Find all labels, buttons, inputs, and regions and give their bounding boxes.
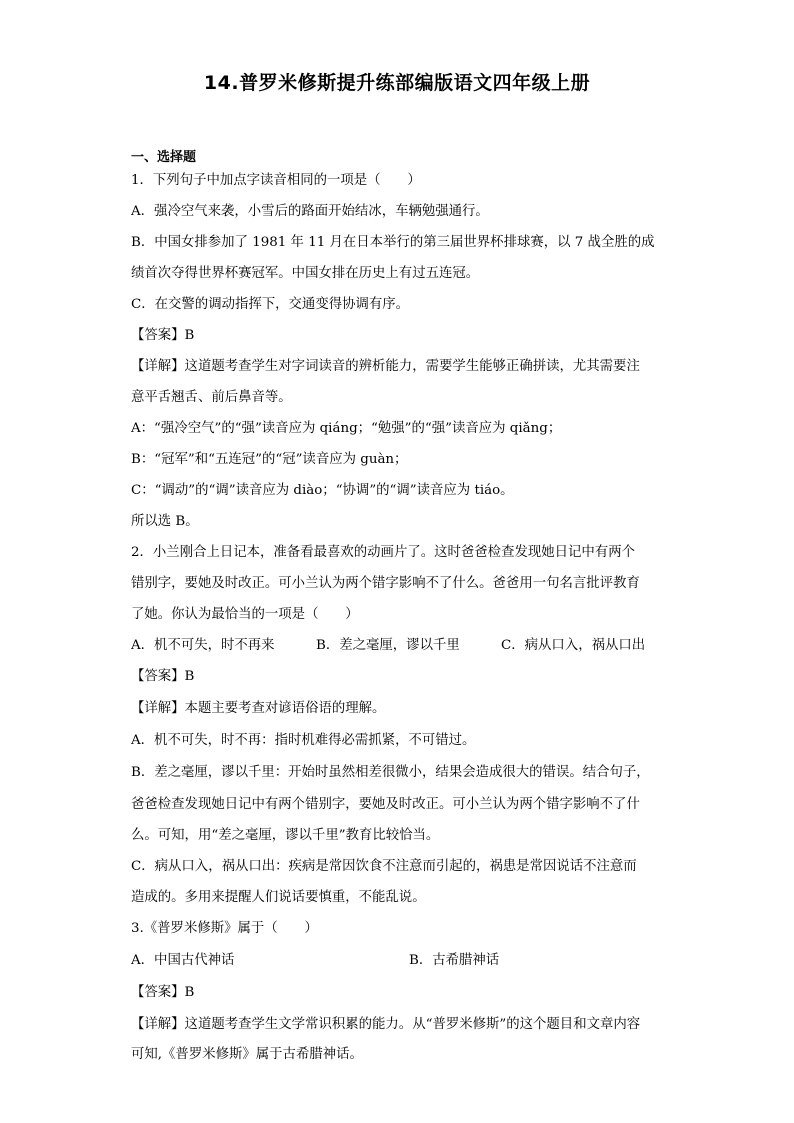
question-2-explanation-line3: B．差之毫厘，谬以千里：开始时虽然相差很微小，结果会造成很大的错误。结合句子， — [131, 765, 650, 780]
question-3-answer: 【答案】B — [131, 985, 195, 1000]
question-1-explanation-line2: 意平舌翘舌、前后鼻音等。 — [131, 390, 292, 405]
question-3-option-a: A．中国古代神话 — [131, 953, 235, 968]
question-2-option-c: C．病从口入，祸从口出 — [501, 638, 646, 653]
question-3-explanation-line1: 【详解】这道题考查学生文学常识积累的能力。从“普罗米修斯”的这个题目和文章内容 — [131, 1017, 641, 1032]
question-1-option-b-line2: 绩首次夺得世界杯赛冠军。中国女排在历史上有过五连冠。 — [131, 266, 480, 281]
question-1-explanation-line5: C：“调动”的“调”读音应为 diào；“协调”的“调”读音应为 tiáo。 — [131, 483, 514, 498]
question-2-answer: 【答案】B — [131, 669, 195, 684]
question-2-options — [131, 637, 671, 655]
question-1-option-b-line1: B．中国女排参加了 1981 年 11 月在日本举行的第三届世界杯排球赛，以 7 战全胜的成 — [131, 235, 655, 250]
question-1-explanation-line1: 【详解】这道题考查学生对字词读音的辨析能力，需要学生能够正确拼读，尤其需要注 — [131, 359, 640, 374]
question-1-explanation-line6: 所以选 B。 — [131, 514, 199, 529]
question-3-options — [131, 952, 671, 970]
section-heading: 一、选择题 — [131, 150, 197, 165]
question-2-stem-line3: 了她。你认为最恰当的一项是（ ） — [131, 607, 359, 622]
question-2-stem-line1: 2．小兰刚合上日记本，准备看最喜欢的动画片了。这时爸爸检查发现她日记中有两个 — [131, 545, 635, 560]
question-2-stem-line2: 错别字，要她及时改正。可小兰认为两个错字影响不了什么。爸爸用一句名言批评教育 — [131, 576, 640, 591]
question-3-stem: 3.《普罗米修斯》属于（ ） — [131, 921, 318, 936]
question-2-explanation-line6: C．病从口入，祸从口出：疾病是常因饮食不注意而引起的，祸患是常因说话不注意而 — [131, 859, 637, 874]
question-3-explanation-line2: 可知,《普罗米修斯》属于古希腊神话。 — [131, 1047, 363, 1062]
question-1-answer: 【答案】B — [131, 328, 195, 343]
question-1-option-c: C．在交警的调动指挥下，交通变得协调有序。 — [131, 297, 410, 312]
question-1-stem: 1．下列句子中加点字读音相同的一项是（ ） — [131, 173, 421, 188]
question-2-explanation-line4: 爸爸检查发现她日记中有两个错别字，要她及时改正。可小兰认为两个错字影响不了什 — [131, 797, 640, 812]
question-1-option-a: A．强冷空气来袭，小雪后的路面开始结冰，车辆勉强通行。 — [131, 204, 489, 219]
page-title: 14.普罗米修斯提升练部编版语文四年级上册 — [203, 72, 591, 94]
question-3-option-b: B．古希腊神话 — [409, 953, 500, 968]
question-2-explanation-line5: 么。可知，用“差之毫厘，谬以千里”教育比较恰当。 — [131, 828, 440, 843]
question-1-explanation-line4: B：“冠军”和“五连冠”的“冠”读音应为 guàn； — [131, 452, 408, 467]
question-2-explanation-line1: 【详解】本题主要考查对谚语俗语的理解。 — [131, 701, 386, 716]
question-1-explanation-line3: A：“强冷空气”的“强”读音应为 qiáng；“勉强”的“强”读音应为 qiǎng； — [131, 421, 562, 436]
question-2-option-b: B．差之毫厘，谬以千里 — [316, 638, 460, 653]
question-2-explanation-line7: 造成的。多用来提醒人们说话要慎重，不能乱说。 — [131, 890, 426, 905]
question-2-option-a: A．机不可失，时不再来 — [131, 638, 275, 653]
question-2-explanation-line2: A．机不可失，时不再：指时机难得必需抓紧，不可错过。 — [131, 733, 476, 748]
